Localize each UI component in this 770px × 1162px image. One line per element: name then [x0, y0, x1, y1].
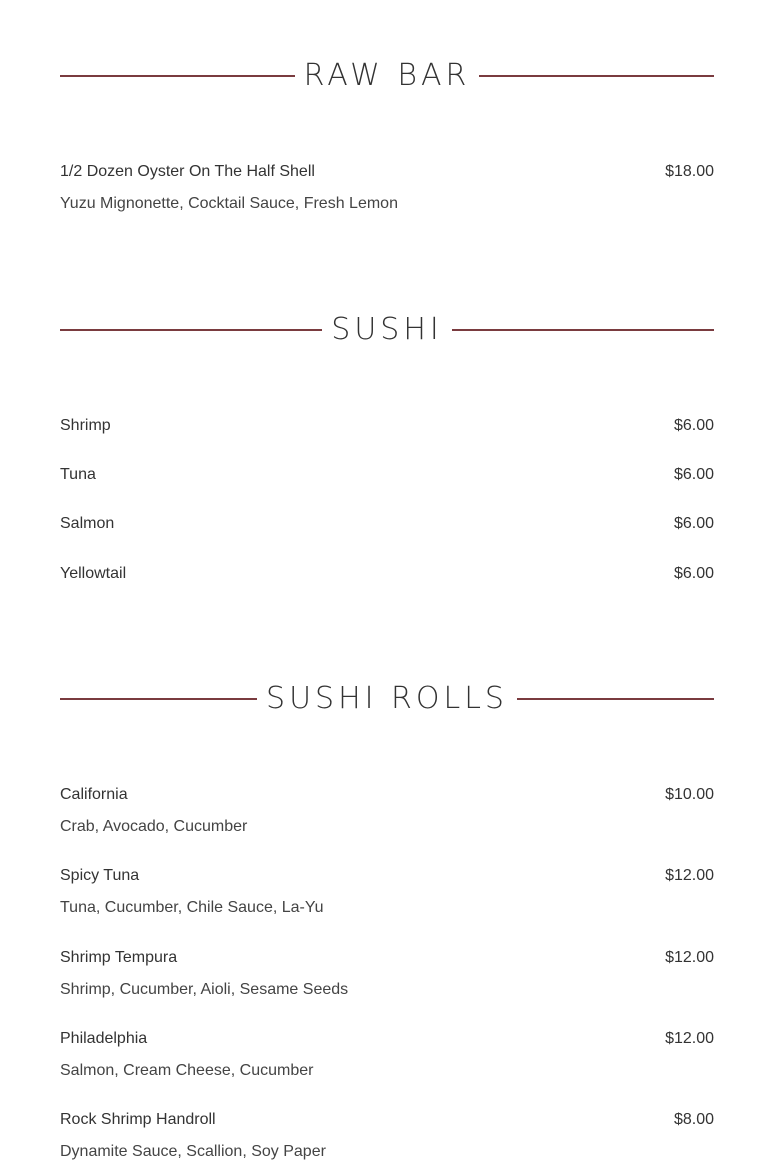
menu-item[interactable] — [60, 162, 714, 214]
menu-item[interactable] — [60, 1029, 714, 1081]
menu-item[interactable] — [60, 514, 714, 534]
section-title: SUSHI ROLLS — [266, 681, 508, 716]
section-header — [60, 56, 714, 96]
divider-left — [60, 75, 295, 77]
menu-item[interactable] — [60, 785, 714, 837]
divider-left — [60, 698, 257, 700]
item-price: $10.00 — [665, 786, 714, 803]
section-title: RAW BAR — [303, 58, 471, 93]
item-description: Salmon, Cream Cheese, Cucumber — [60, 1062, 314, 1079]
item-name: California — [60, 786, 128, 803]
item-price: $6.00 — [673, 565, 714, 582]
item-price: $8.00 — [673, 1111, 714, 1128]
item-name: Shrimp — [60, 417, 111, 434]
menu-item[interactable] — [60, 416, 714, 436]
divider-right — [517, 698, 714, 700]
item-price: $12.00 — [665, 949, 714, 966]
divider-right — [479, 75, 714, 77]
divider-right — [452, 329, 714, 331]
section-header — [60, 310, 714, 350]
item-price: $12.00 — [665, 867, 714, 884]
section-sushi — [60, 310, 714, 350]
item-description: Yuzu Mignonette, Cocktail Sauce, Fresh Lemon — [60, 195, 398, 212]
menu-item[interactable] — [60, 465, 714, 485]
item-name: Salmon — [60, 515, 115, 532]
item-price: $6.00 — [673, 515, 714, 532]
section-sushi-rolls — [60, 679, 714, 719]
item-description: Tuna, Cucumber, Chile Sauce, La-Yu — [60, 899, 324, 916]
menu-item[interactable] — [60, 1110, 714, 1162]
menu-item[interactable] — [60, 866, 714, 918]
item-description: Crab, Avocado, Cucumber — [60, 818, 248, 835]
item-description: Dynamite Sauce, Scallion, Soy Paper — [60, 1143, 326, 1160]
section-title: SUSHI — [331, 312, 443, 347]
section-raw-bar — [60, 56, 714, 96]
menu-item[interactable] — [60, 564, 714, 584]
item-name: Shrimp Tempura — [60, 949, 178, 966]
item-price: $18.00 — [665, 163, 714, 180]
item-description: Shrimp, Cucumber, Aioli, Sesame Seeds — [60, 981, 349, 998]
item-name: Tuna — [60, 466, 96, 483]
item-price: $12.00 — [665, 1030, 714, 1047]
item-name: Yellowtail — [60, 565, 127, 582]
menu-item[interactable] — [60, 948, 714, 1000]
item-name: Spicy Tuna — [60, 867, 140, 884]
item-price: $6.00 — [673, 466, 714, 483]
item-name: Philadelphia — [60, 1030, 148, 1047]
item-name: 1/2 Dozen Oyster On The Half Shell — [60, 163, 315, 180]
item-name: Rock Shrimp Handroll — [60, 1111, 216, 1128]
section-header — [60, 679, 714, 719]
divider-left — [60, 329, 322, 331]
item-price: $6.00 — [673, 417, 714, 434]
